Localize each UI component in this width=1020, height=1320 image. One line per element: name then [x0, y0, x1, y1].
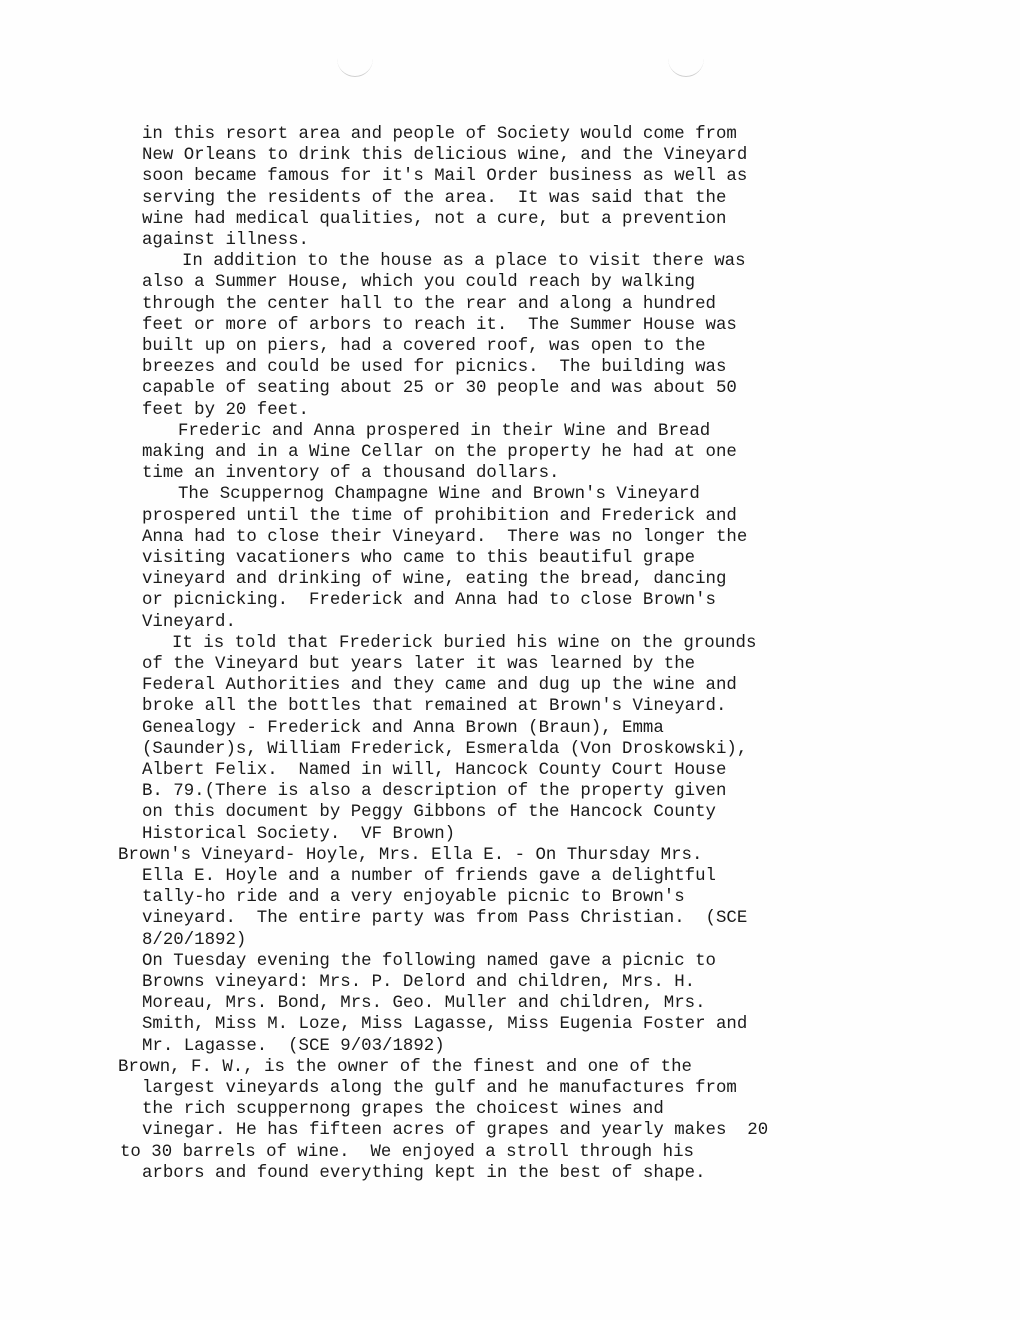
- text-line: through the center hall to the rear and along a hundred: [142, 294, 716, 314]
- text-line: vinegar. He has fifteen acres of grapes and yearly makes 20: [142, 1121, 769, 1141]
- text-line: Anna had to close their Vineyard. There was no longer the: [142, 527, 748, 547]
- text-line: visiting vacationers who came to this beautiful grape: [142, 549, 696, 568]
- text-line: Smith, Miss M. Loze, Miss Lagasse, Miss Eugenia Foster and: [142, 1015, 748, 1035]
- punch-hole-mark: [668, 40, 704, 77]
- text-line: built up on piers, had a covered roof, was open to the: [142, 337, 706, 356]
- text-line: Ella E. Hoyle and a number of friends gave a delightful: [142, 867, 716, 886]
- text-line: feet or more of arbors to reach it. The Summer House was: [142, 315, 737, 335]
- text-line: Federal Authorities and they came and dug up the wine and: [142, 676, 737, 696]
- text-line: Browns vineyard: Mrs. P. Delord and children, Mrs. H.: [142, 973, 696, 992]
- text-line: wine had medical qualities, not a cure, but a prevention: [142, 209, 727, 229]
- text-line: It is told that Frederick buried his wine on the grounds: [172, 633, 757, 653]
- text-line: The Scuppernog Champagne Wine and Brown's Vineyard: [178, 485, 700, 505]
- text-line: or picnicking. Frederick and Anna had to close Brown's: [142, 591, 716, 611]
- text-line: Genealogy - Frederick and Anna Brown (Braun), Emma: [142, 718, 664, 738]
- text-line: 8/20/1892): [142, 930, 247, 950]
- text-line: broke all the bottles that remained at Brown's Vineyard.: [142, 697, 727, 717]
- punch-hole-mark: [337, 40, 373, 77]
- text-line: against illness.: [142, 231, 309, 250]
- text-line: to 30 barrels of wine. We enjoyed a stroll through his: [120, 1142, 694, 1162]
- text-line: Brown, F. W., is the owner of the finest and one of the: [118, 1057, 692, 1077]
- text-line: Moreau, Mrs. Bond, Mrs. Geo. Muller and children, Mrs.: [142, 994, 706, 1014]
- text-line: (Saunder)s, William Frederick, Esmeralda (Von Droskowski),: [142, 739, 748, 759]
- text-line: Frederic and Anna prospered in their Wine and Bread: [178, 421, 711, 441]
- text-line: also a Summer House, which you could reach by walking: [142, 273, 696, 293]
- text-line: soon became famous for it's Mail Order business as well as: [142, 167, 748, 187]
- text-line: vineyard and drinking of wine, eating the bread, dancing: [142, 570, 727, 590]
- text-line: Vineyard.: [142, 612, 236, 632]
- text-line: of the Vineyard but years later it was learned by the: [142, 655, 696, 674]
- text-line: time an inventory of a thousand dollars.: [142, 464, 560, 484]
- text-line: vineyard. The entire party was from Pass Christian. (SCE: [142, 909, 748, 929]
- text-line: capable of seating about 25 or 30 people and was about 50: [142, 379, 737, 399]
- text-line: Albert Felix. Named in will, Hancock County Court House: [142, 761, 727, 780]
- text-line: arbors and found everything kept in the best of shape.: [142, 1163, 706, 1183]
- text-line: New Orleans to drink this delicious wine, and the Vineyard: [142, 146, 748, 166]
- text-line: feet by 20 feet.: [142, 400, 309, 420]
- text-line: breezes and could be used for picnics. The building was: [142, 358, 727, 378]
- text-line: In addition to the house as a place to visit there was: [182, 252, 746, 272]
- text-line: the rich scuppernong grapes the choicest wines and: [142, 1100, 664, 1120]
- text-line: Mr. Lagasse. (SCE 9/03/1892): [142, 1036, 445, 1056]
- text-line: serving the residents of the area. It was said that the: [142, 188, 727, 208]
- text-line: making and in a Wine Cellar on the property he had at one: [142, 443, 737, 462]
- text-line: On Tuesday evening the following named gave a picnic to: [142, 951, 716, 971]
- text-line: in this resort area and people of Society would come from: [142, 125, 737, 144]
- text-line: Brown's Vineyard- Hoyle, Mrs. Ella E. - On Thursday Mrs.: [118, 845, 703, 865]
- text-line: tally-ho ride and a very enjoyable picnic to Brown's: [142, 888, 685, 908]
- text-line: on this document by Peggy Gibbons of the Hancock County: [142, 803, 716, 823]
- text-line: B. 79.(There is also a description of the property given: [142, 782, 727, 802]
- text-line: prospered until the time of prohibition and Frederick and: [142, 506, 737, 526]
- text-line: Historical Society. VF Brown): [142, 824, 456, 844]
- text-line: largest vineyards along the gulf and he manufactures from: [142, 1079, 737, 1098]
